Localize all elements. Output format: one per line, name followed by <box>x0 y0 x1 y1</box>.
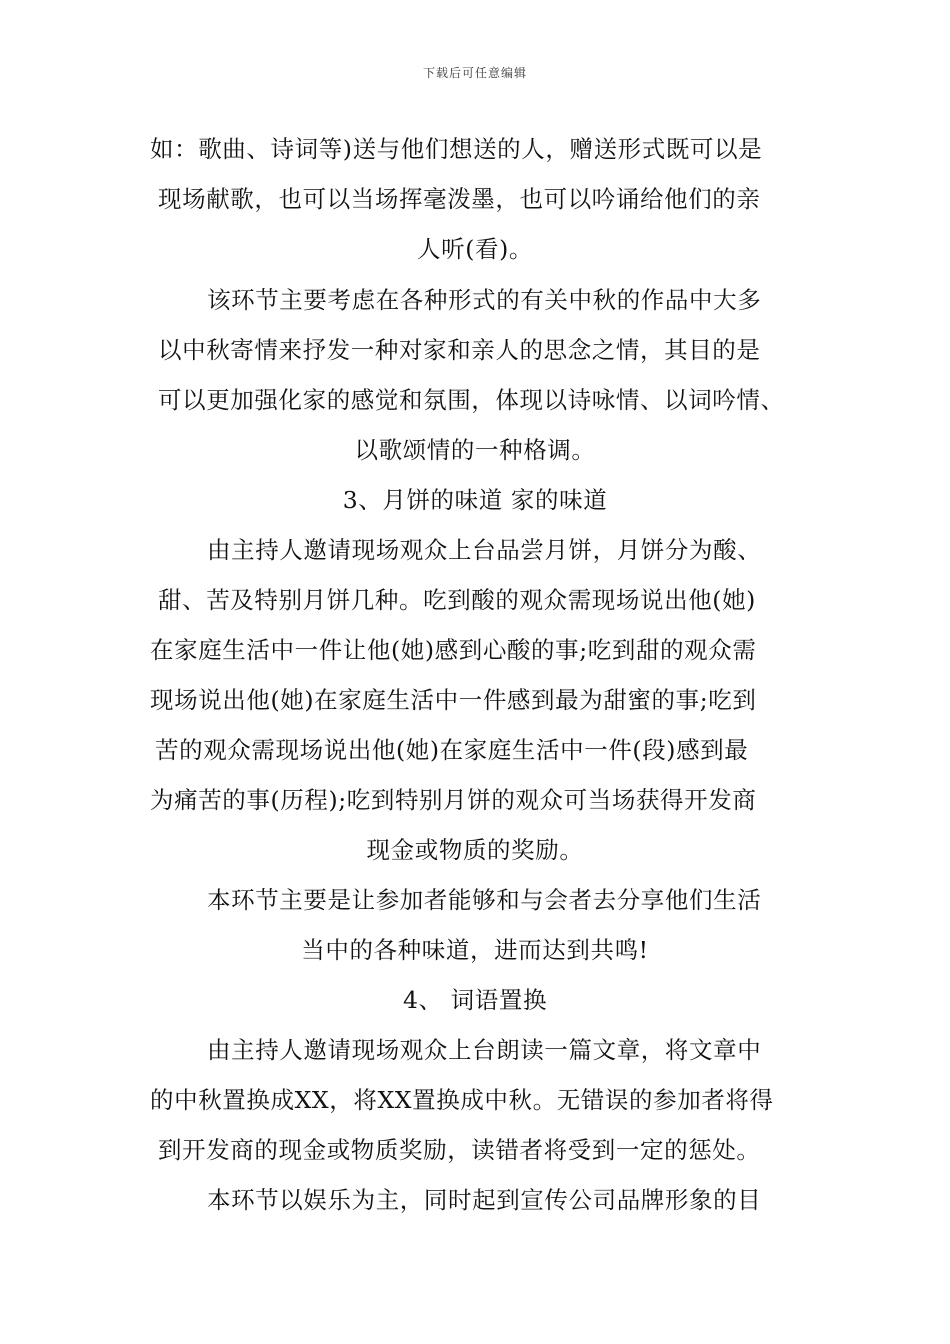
text-line: 由主持人邀请现场观众上台品尝月饼，月饼分为酸、 <box>207 536 762 564</box>
page-header: 下载后可任意编辑 <box>422 66 527 80</box>
text-line: 本环节主要是让参加者能够和与会者去分享他们生活 <box>207 886 762 914</box>
section-heading: 4、 词语置换 <box>402 986 548 1014</box>
text-line: 现金或物质的奖励。 <box>366 836 584 864</box>
text-line: 在家庭生活中一件让他(她)感到心酸的事;吃到甜的观众需 <box>150 636 757 664</box>
text-line: 以歌颂情的一种格调。 <box>354 436 596 464</box>
text-line: 本环节以娱乐为主，同时起到宣传公司品牌形象的目 <box>207 1186 762 1214</box>
text-line: 人听(看)。 <box>417 235 533 263</box>
text-line: 如：歌曲、诗词等)送与他们想送的人，赠送形式既可以是 <box>150 135 763 163</box>
text-line: 以中秋寄情来抒发一种对家和亲人的思念之情，其目的是 <box>158 336 761 364</box>
text-line: 该环节主要考虑在各种形式的有关中秋的作品中大多 <box>207 286 762 314</box>
text-line: 的中秋置换成XX，将XX置换成中秋。无错误的参加者将得 <box>150 1086 774 1114</box>
text-line: 由主持人邀请现场观众上台朗读一篇文章，将文章中 <box>207 1036 762 1064</box>
text-line: 现场献歌，也可以当场挥毫泼墨，也可以吟诵给他们的亲 <box>158 185 761 213</box>
text-line: 苦的观众需现场说出他(她)在家庭生活中一件(段)感到最 <box>155 736 749 764</box>
text-line: 为痛苦的事(历程);吃到特别月饼的观众可当场获得开发商 <box>150 786 757 814</box>
text-line: 到开发商的现金或物质奖励，读错者将受到一定的惩处。 <box>158 1136 761 1164</box>
text-line: 现场说出他(她)在家庭生活中一件感到最为甜蜜的事;吃到 <box>150 686 757 714</box>
text-line: 可以更加强化家的感觉和氛围，体现以诗咏情、以词吟情、 <box>158 386 785 414</box>
section-heading: 3、月饼的味道 家的味道 <box>342 486 608 514</box>
text-line: 当中的各种味道，进而达到共鸣! <box>301 936 649 964</box>
text-line: 甜、苦及特别月饼几种。吃到酸的观众需现场说出他(她) <box>158 586 756 614</box>
